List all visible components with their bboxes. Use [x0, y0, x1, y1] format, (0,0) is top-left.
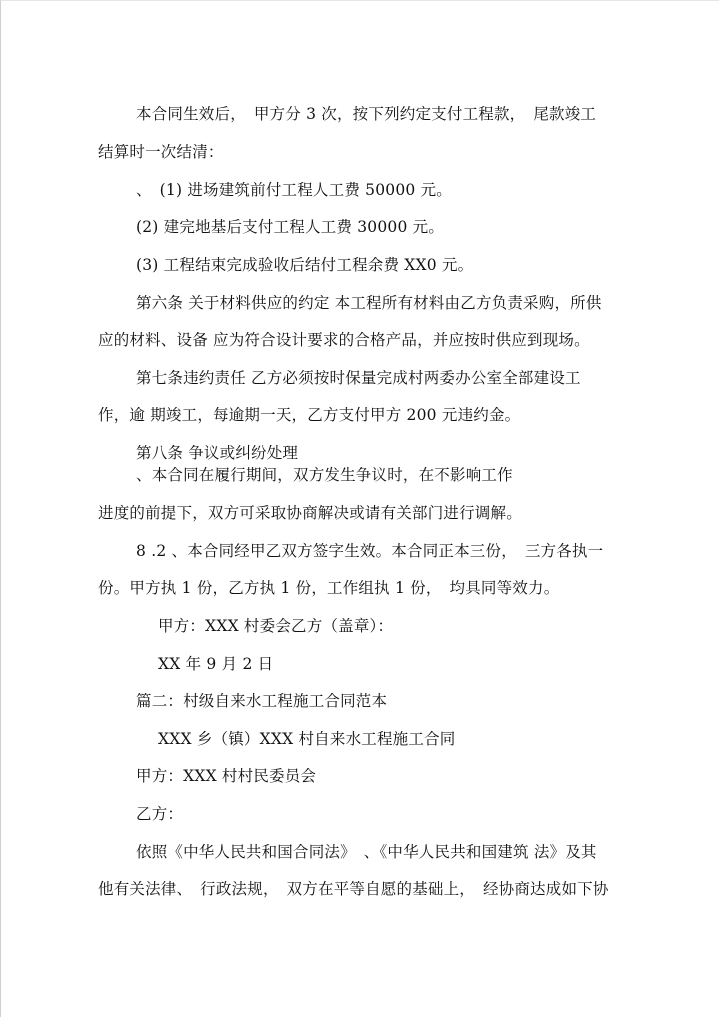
- text-line: 份。甲方执 1 份，乙方执 1 份，工作组执 1 份， 均具同等效力。: [98, 579, 560, 597]
- text-line: 第七条违约责任 乙方必须按时保量完成村两委办公室全部建设工: [136, 369, 581, 387]
- text-line: 甲方：XXX 村村民委员会: [136, 767, 317, 785]
- text-line: 本合同生效后， 甲方分 3 次，按下列约定支付工程款， 尾款竣工: [136, 105, 597, 123]
- text-line: 、 (1) 进场建筑前付工程人工费 50000 元。: [136, 181, 452, 199]
- text-line: XX 年 9 月 2 日: [158, 655, 274, 673]
- text-line: 乙方：: [136, 805, 184, 823]
- text-line: 8 .2 、本合同经甲乙双方签字生效。本合同正本三份， 三方各执一: [136, 542, 604, 560]
- text-line: 应的材料、设备 应为符合设计要求的合格产品，并应按时供应到现场。: [98, 331, 590, 349]
- text-line: 进度的前提下，双方可采取协商解决或请有关部门进行调解。: [98, 504, 522, 522]
- text-line: XXX 乡（镇）XXX 村自来水工程施工合同: [158, 730, 456, 748]
- text-line: 篇二：村级自来水工程施工合同范本: [136, 692, 388, 710]
- text-line: (2) 建完地基后支付工程人工费 30000 元。: [136, 218, 445, 236]
- text-line: 作，逾 期竣工，每逾期一天，乙方支付甲方 200 元违约金。: [98, 406, 521, 424]
- text-line: 第六条 关于材料供应的约定 本工程所有材料由乙方负责采购，所供: [136, 294, 602, 312]
- text-line: 、本合同在履行期间，双方发生争议时，在不影响工作: [136, 466, 513, 484]
- text-line: 他有关法律、 行政法规， 双方在平等自愿的基础上， 经协商达成如下协: [98, 880, 609, 898]
- text-line: 依照《中华人民共和国合同法》 、《中华人民共和国建筑 法》及其: [136, 843, 597, 861]
- text-line: 结算时一次结清：: [98, 143, 224, 161]
- text-line: 甲方：XXX 村委会乙方（盖章）：: [158, 617, 394, 635]
- text-line: (3) 工程结束完成验收后结付工程余费 XX0 元。: [136, 256, 474, 274]
- text-line: 第八条 争议或纠纷处理: [136, 444, 299, 462]
